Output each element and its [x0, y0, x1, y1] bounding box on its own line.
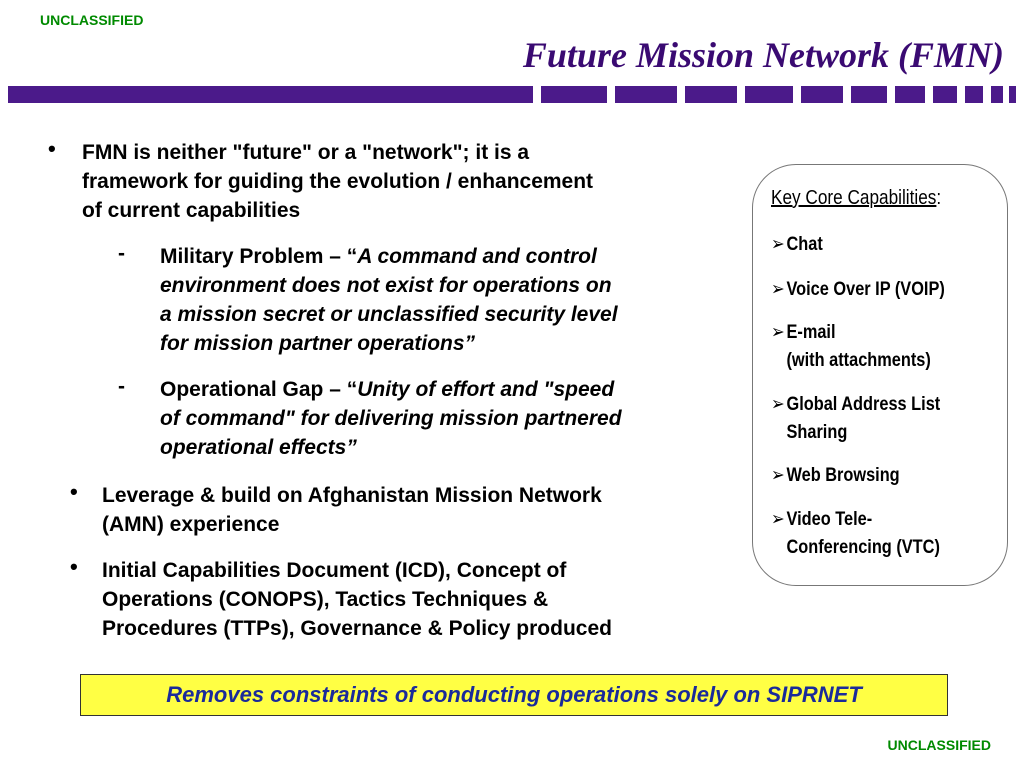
dash-bullet: -	[118, 242, 125, 265]
arrow-right-icon: ➢	[771, 465, 785, 486]
sub-bullet-quote: for mission partner operations”	[160, 332, 476, 355]
arrow-right-icon: ➢	[771, 509, 785, 530]
capability-item: ➢Global Address List Sharing	[771, 391, 940, 447]
bar-segment	[685, 86, 737, 103]
bar-segment	[801, 86, 843, 103]
bar-segment	[615, 86, 677, 103]
classification-top: UNCLASSIFIED	[40, 12, 144, 28]
bar-segment	[933, 86, 957, 103]
sub-bullet-lead: Operational Gap – “	[160, 378, 358, 401]
arrow-right-icon: ➢	[771, 279, 785, 300]
bar-segment	[541, 86, 607, 103]
title-divider-bar	[8, 86, 1016, 103]
sub-bullet-quote: Unity of effort and "speed	[357, 378, 615, 401]
sub-bullet-quote: A command and control	[357, 245, 597, 268]
bullet-text-line: Operations (CONOPS), Tactics Techniques &	[102, 588, 549, 611]
classification-bottom: UNCLASSIFIED	[887, 737, 991, 753]
sub-bullet-quote: environment does not exist for operations on	[160, 274, 612, 297]
bullet-dot: •	[70, 554, 78, 579]
bullet-dot: •	[70, 479, 78, 504]
slide-title: Future Mission Network (FMN)	[522, 35, 1004, 75]
sub-bullet-lead: Military Problem – “	[160, 245, 358, 268]
bar-segment	[991, 86, 1003, 103]
banner-text: Removes constraints of conducting operations solely on SIPRNET	[166, 682, 862, 707]
capability-item: ➢E-mail (with attachments)	[771, 319, 931, 375]
capability-item: ➢Video Tele- Conferencing (VTC)	[771, 506, 940, 562]
bar-segment	[965, 86, 983, 103]
bullet-text-line: Procedures (TTPs), Governance & Policy produced	[102, 617, 612, 640]
key-capabilities-box	[752, 164, 1008, 586]
bullet-text-line: Leverage & build on Afghanistan Mission Network	[102, 484, 602, 507]
bullet-text-line: FMN is neither "future" or a "network"; it is a	[82, 141, 530, 164]
bullet-dot: •	[48, 136, 56, 161]
bar-segment	[745, 86, 793, 103]
sub-bullet-quote: operational effects”	[160, 436, 357, 459]
bullet-text-line: (AMN) experience	[102, 513, 280, 536]
sub-bullet-quote: of command" for delivering mission partnered	[160, 407, 622, 430]
dash-bullet: -	[118, 375, 125, 398]
capability-item: ➢Chat	[771, 231, 823, 259]
bar-segment	[8, 86, 533, 103]
capabilities-heading-text: Key Core Capabilities	[771, 187, 937, 209]
siprnet-banner	[80, 674, 948, 716]
bar-segment	[895, 86, 925, 103]
arrow-right-icon: ➢	[771, 394, 785, 415]
bullet-text-line: of current capabilities	[82, 199, 301, 222]
arrow-right-icon: ➢	[771, 322, 785, 343]
capability-item: ➢Web Browsing	[771, 462, 900, 490]
arrow-right-icon: ➢	[771, 234, 785, 255]
bullet-text-line: Initial Capabilities Document (ICD), Concept of	[102, 559, 567, 582]
bullet-text-line: framework for guiding the evolution / enhancement	[82, 170, 594, 193]
capabilities-heading	[771, 187, 941, 210]
capabilities-heading-colon: :	[936, 187, 942, 209]
bar-segment	[851, 86, 887, 103]
bar-segment	[1009, 86, 1016, 103]
capability-item: ➢Voice Over IP (VOIP)	[771, 276, 945, 304]
sub-bullet-quote: a mission secret or unclassified security level	[160, 303, 618, 326]
